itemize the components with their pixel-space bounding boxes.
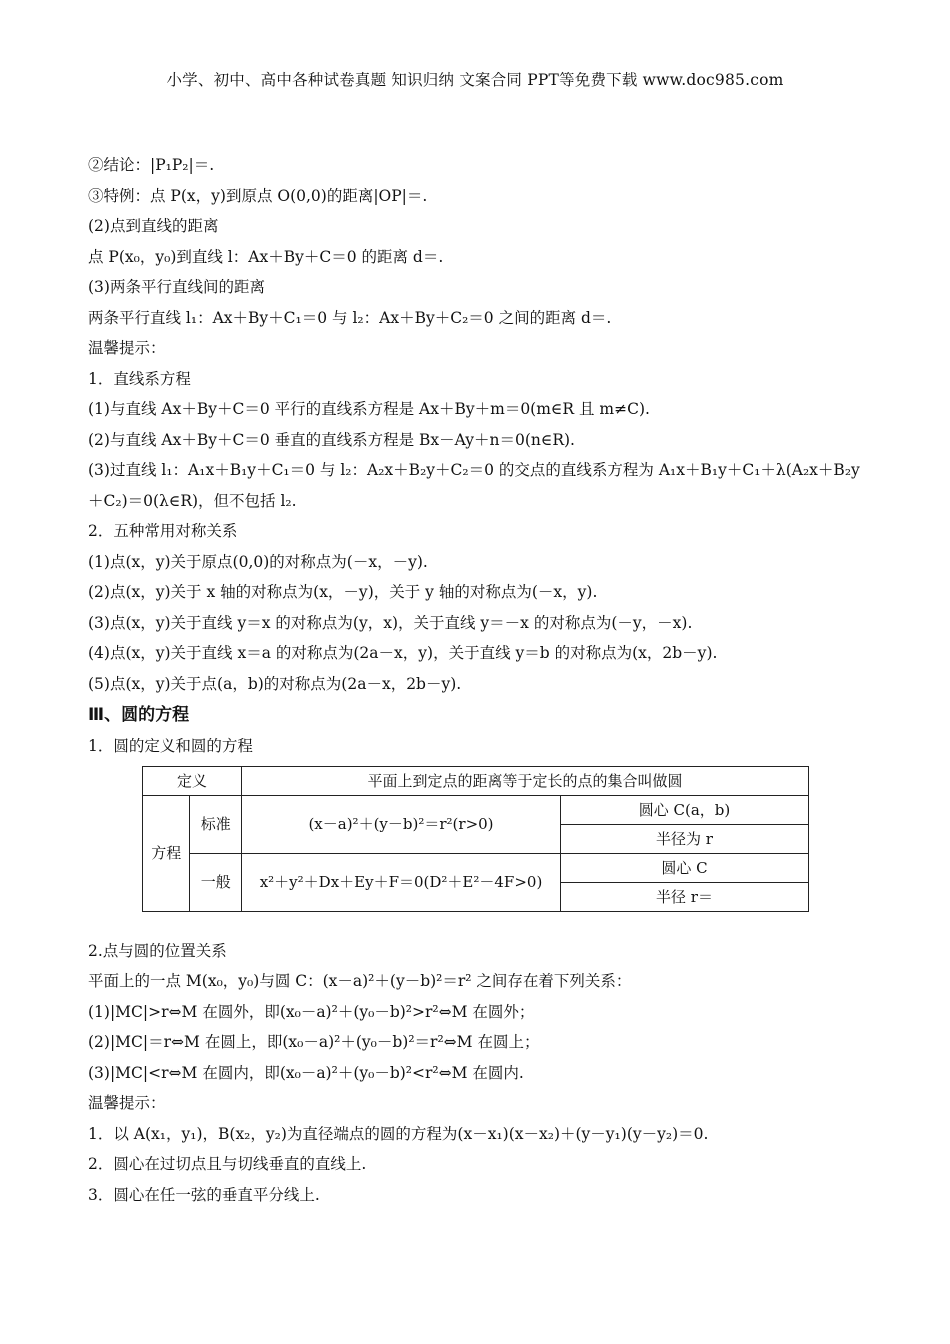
text-line: (1)与直线 Ax＋By＋C＝0 平行的直线系方程是 Ax＋By＋m＝0(m∈R 且 m≠C). <box>88 400 650 418</box>
text-line: 2.点与圆的位置关系 <box>88 941 227 960</box>
text-line: (2)点到直线的距离 <box>88 217 219 235</box>
text-line: 点 P(x₀，y₀)到直线 l：Ax＋By＋C＝0 的距离 d＝. <box>88 247 444 266</box>
text-line: (4)点(x，y)关于直线 x＝a 的对称点为(2a－x，y)，关于直线 y＝b 的对称点为(x，2b－y). <box>88 644 718 662</box>
text-line: (3)过直线 l₁：A₁x＋B₁y＋C₁＝0 与 l₂：A₂x＋B₂y＋C₂＝0 的交点的直线系方程为 A₁x＋B₁y＋C₁＋λ(A₂x＋B₂y＋C₂)＝0(λ∈R)，但不包括 l₂. <box>88 461 860 510</box>
text-line: 温馨提示： <box>88 1094 166 1112</box>
text-line: 2．五种常用对称关系 <box>88 522 238 540</box>
standard-label: 标准 <box>190 795 242 853</box>
text-line: 两条平行直线 l₁：Ax＋By＋C₁＝0 与 l₂：Ax＋By＋C₂＝0 之间的距离 d＝. <box>88 308 612 327</box>
section-title: Ⅲ、圆的方程 <box>88 705 190 725</box>
standard-equation: (x－a)²＋(y－b)²＝r²(r>0) <box>242 795 561 853</box>
text-line: (3)两条平行直线间的距离 <box>88 278 265 296</box>
text-line: (2)点(x，y)关于 x 轴的对称点为(x，－y)，关于 y 轴的对称点为(－x，y). <box>88 583 598 601</box>
text-line: (3)点(x，y)关于直线 y＝x 的对称点为(y，x)，关于直线 y＝－x 的对称点为(－y，－x). <box>88 613 693 632</box>
text-line: (1)|MC|>r⇔M 在圆外，即(x₀－a)²＋(y₀－b)²>r²⇔M 在圆外； <box>88 1002 535 1021</box>
text-line: ③特例：点 P(x，y)到原点 O(0,0)的距离|OP|＝. <box>88 186 428 205</box>
general-radius: 半径 r＝ <box>561 882 809 911</box>
standard-radius: 半径为 r <box>561 824 809 853</box>
text-line: ②结论：|P₁P₂|＝. <box>88 156 215 174</box>
text-line: 平面上的一点 M(x₀，y₀)与圆 C：(x－a)²＋(y－b)²＝r² 之间存在着下列关系： <box>88 972 632 990</box>
definition-text: 平面上到定点的距离等于定长的点的集合叫做圆 <box>242 766 809 795</box>
general-label: 一般 <box>190 853 242 911</box>
text-line: 3．圆心在任一弦的垂直平分线上. <box>88 1185 320 1204</box>
text-line: 1．以 A(x₁，y₁)，B(x₂，y₂)为直径端点的圆的方程为(x－x₁)(x－x₂)＋(y－y₁)(y－y₂)＝0. <box>88 1124 709 1143</box>
definition-label: 定义 <box>143 766 242 795</box>
general-center: 圆心 C <box>561 853 809 882</box>
standard-center: 圆心 C(a，b) <box>561 795 809 824</box>
text-line: 2．圆心在过切点且与切线垂直的直线上. <box>88 1155 367 1173</box>
text-line: (5)点(x，y)关于点(a，b)的对称点为(2a－x，2b－y). <box>88 674 462 693</box>
text-line: (3)|MC|<r⇔M 在圆内，即(x₀－a)²＋(y₀－b)²<r²⇔M 在圆内. <box>88 1063 524 1082</box>
equation-label: 方程 <box>143 795 190 911</box>
text-line: 温馨提示： <box>88 339 166 357</box>
text-line: (2)|MC|＝r⇔M 在圆上，即(x₀－a)²＋(y₀－b)²＝r²⇔M 在圆上； <box>88 1033 540 1051</box>
text-line: (1)点(x，y)关于原点(0,0)的对称点为(－x，－y). <box>88 552 428 571</box>
text-line: 1．直线系方程 <box>88 369 191 388</box>
circle-definition-table <box>142 766 809 912</box>
text-line: (2)与直线 Ax＋By＋C＝0 垂直的直线系方程是 Bx－Ay＋n＝0(n∈R). <box>88 430 575 449</box>
spacer <box>88 918 868 936</box>
subsection-title: 1．圆的定义和圆的方程 <box>88 737 253 755</box>
page-header: 小学、初中、高中各种试卷真题 知识归纳 文案合同 PPT等免费下载 www.doc985.com <box>166 71 784 89</box>
document-body <box>88 150 868 1210</box>
general-equation: x²＋y²＋Dx＋Ey＋F＝0(D²＋E²－4F>0) <box>242 853 561 911</box>
